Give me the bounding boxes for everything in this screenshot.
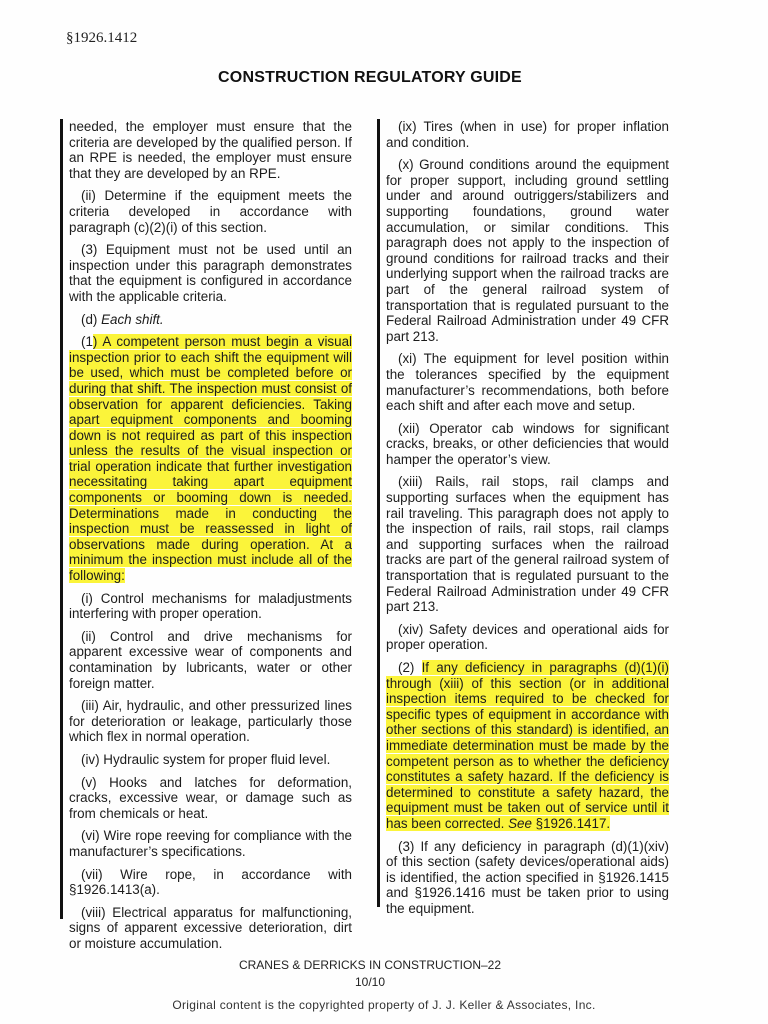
paragraph: (xiv) Safety devices and operational aids for proper operation. bbox=[386, 621, 669, 653]
paragraph: (xiii) Rails, rail stops, rail clamps and supporting surfaces when the equipment has rail traveling. This paragraph does not apply to the inspection of rails, rail stops, rail clamps and supporting surfaces when the railroad tracks are part of the general railroad system of transportation that is regulated pursuant to the Federal Railroad Administration under 49 CFR part 213. bbox=[386, 474, 669, 615]
copyright-notice: Original content is the copyrighted property of J. J. Keller & Associates, Inc. bbox=[172, 998, 596, 1012]
paragraph: (ii) Determine if the equipment meets the criteria developed in accordance with paragraph (c)(2)(i) of this section. bbox=[69, 188, 352, 235]
paragraph: (vi) Wire rope reeving for compliance with the manufacturer’s specifications. bbox=[69, 828, 352, 859]
paragraph: (v) Hooks and latches for deformation, cracks, excessive wear, or damage such as from chemicals or heat. bbox=[69, 774, 352, 821]
left-column bbox=[60, 119, 352, 951]
footer-date: 10/10 bbox=[354, 975, 386, 989]
right-column bbox=[377, 119, 669, 916]
highlighted-text: ) A competent person must begin a visual inspection prior to each shift the equipment will be used, which must be completed before or during that shift. The inspection must consist of observation for apparent deficiencies. Taking apart equipment components and booming down is not required as part of this inspection unless the results of the visual inspection or trial operation indicate that further investigation necessitating taking apart equipment components or booming down is needed. Determinations made in conducting the inspection must be reassessed in light of observations made during operation. At a minimum the inspection must include all of the following: bbox=[69, 334, 352, 584]
paragraph: (3) Equipment must not be used until an inspection under this paragraph demonstrates that the equipment is configured in accordance with the applicable criteria. bbox=[69, 242, 352, 304]
footer-title: CRANES & DERRICKS IN CONSTRUCTION–22 bbox=[238, 958, 502, 972]
page-title: CONSTRUCTION REGULATORY GUIDE bbox=[218, 69, 522, 86]
paragraph: (vii) Wire rope, in accordance with §1926.1413(a). bbox=[69, 866, 352, 898]
section-number: §1926.1412 bbox=[66, 30, 138, 46]
paragraph: (ii) Control and drive mechanisms for apparent excessive wear of components and contamination by lubricants, water or other foreign matter. bbox=[69, 628, 352, 691]
paragraph: (xi) The equipment for level position within the tolerances specified by the equipment manufacturer’s recommendations, both before each shift and after each move and setup. bbox=[386, 351, 669, 414]
paragraph: (xii) Operator cab windows for significant cracks, breaks, or other deficiencies that would hamper the operator’s view. bbox=[386, 420, 669, 467]
paragraph-label: (1 bbox=[81, 334, 93, 350]
paragraph: (i) Control mechanisms for maladjustments interfering with proper operation. bbox=[69, 590, 352, 622]
paragraph: (x) Ground conditions around the equipment for proper support, including ground settling under and around outriggers/stabilizers and supporting foundations, ground water accumulation, or similar conditions. This paragraph does not apply to the inspection of ground conditions for railroad tracks and their underlying support when the railroad tracks are part of the general railroad system of transportation that is regulated pursuant to the Federal Railroad Administration under 49 CFR part 213. bbox=[386, 157, 669, 344]
paragraph: (ix) Tires (when in use) for proper inflation and condition. bbox=[386, 119, 669, 150]
paragraph: (3) If any deficiency in paragraph (d)(1)(xiv) of this section (safety devices/operational aids) is identified, the action specified in §1926.1415 and §1926.1416 must be taken prior to using the equipment. bbox=[386, 838, 669, 916]
paragraph: (viii) Electrical apparatus for malfunctioning, signs of apparent excessive deterioration, dirt or moisture accumulation. bbox=[69, 904, 352, 951]
paragraph-label: (2) bbox=[398, 660, 422, 675]
highlighted-paragraph bbox=[69, 334, 352, 584]
paragraph: needed, the employer must ensure that the criteria are developed by the qualified person. If an RPE is needed, the employer must ensure that they are developed by an RPE. bbox=[69, 119, 352, 181]
paragraph: (iv) Hydraulic system for proper fluid level. bbox=[81, 751, 331, 767]
highlighted-text: If any deficiency in paragraphs (d)(1)(i) through (xiii) of this section (or in additional inspection items required to be checked for specific types of equipment in accordance with other sections of this standard) is identified, an immediate determination must be made by the competent person as to whether the deficiency constitutes a safety hazard. If the deficiency is determined to constitute a safety hazard, the equipment must be taken out of service until it has been corrected. bbox=[386, 660, 669, 831]
subsection-heading bbox=[69, 312, 352, 328]
highlighted-italic-text: See bbox=[508, 815, 532, 831]
cross-reference: §1926.1417. bbox=[531, 815, 611, 831]
subsection-label: (d) bbox=[81, 311, 102, 327]
paragraph: (iii) Air, hydraulic, and other pressurized lines for deterioration or leakage, particularly those which flex in normal operation. bbox=[69, 698, 352, 745]
subsection-title: Each shift. bbox=[101, 311, 164, 327]
highlighted-paragraph bbox=[386, 660, 669, 832]
